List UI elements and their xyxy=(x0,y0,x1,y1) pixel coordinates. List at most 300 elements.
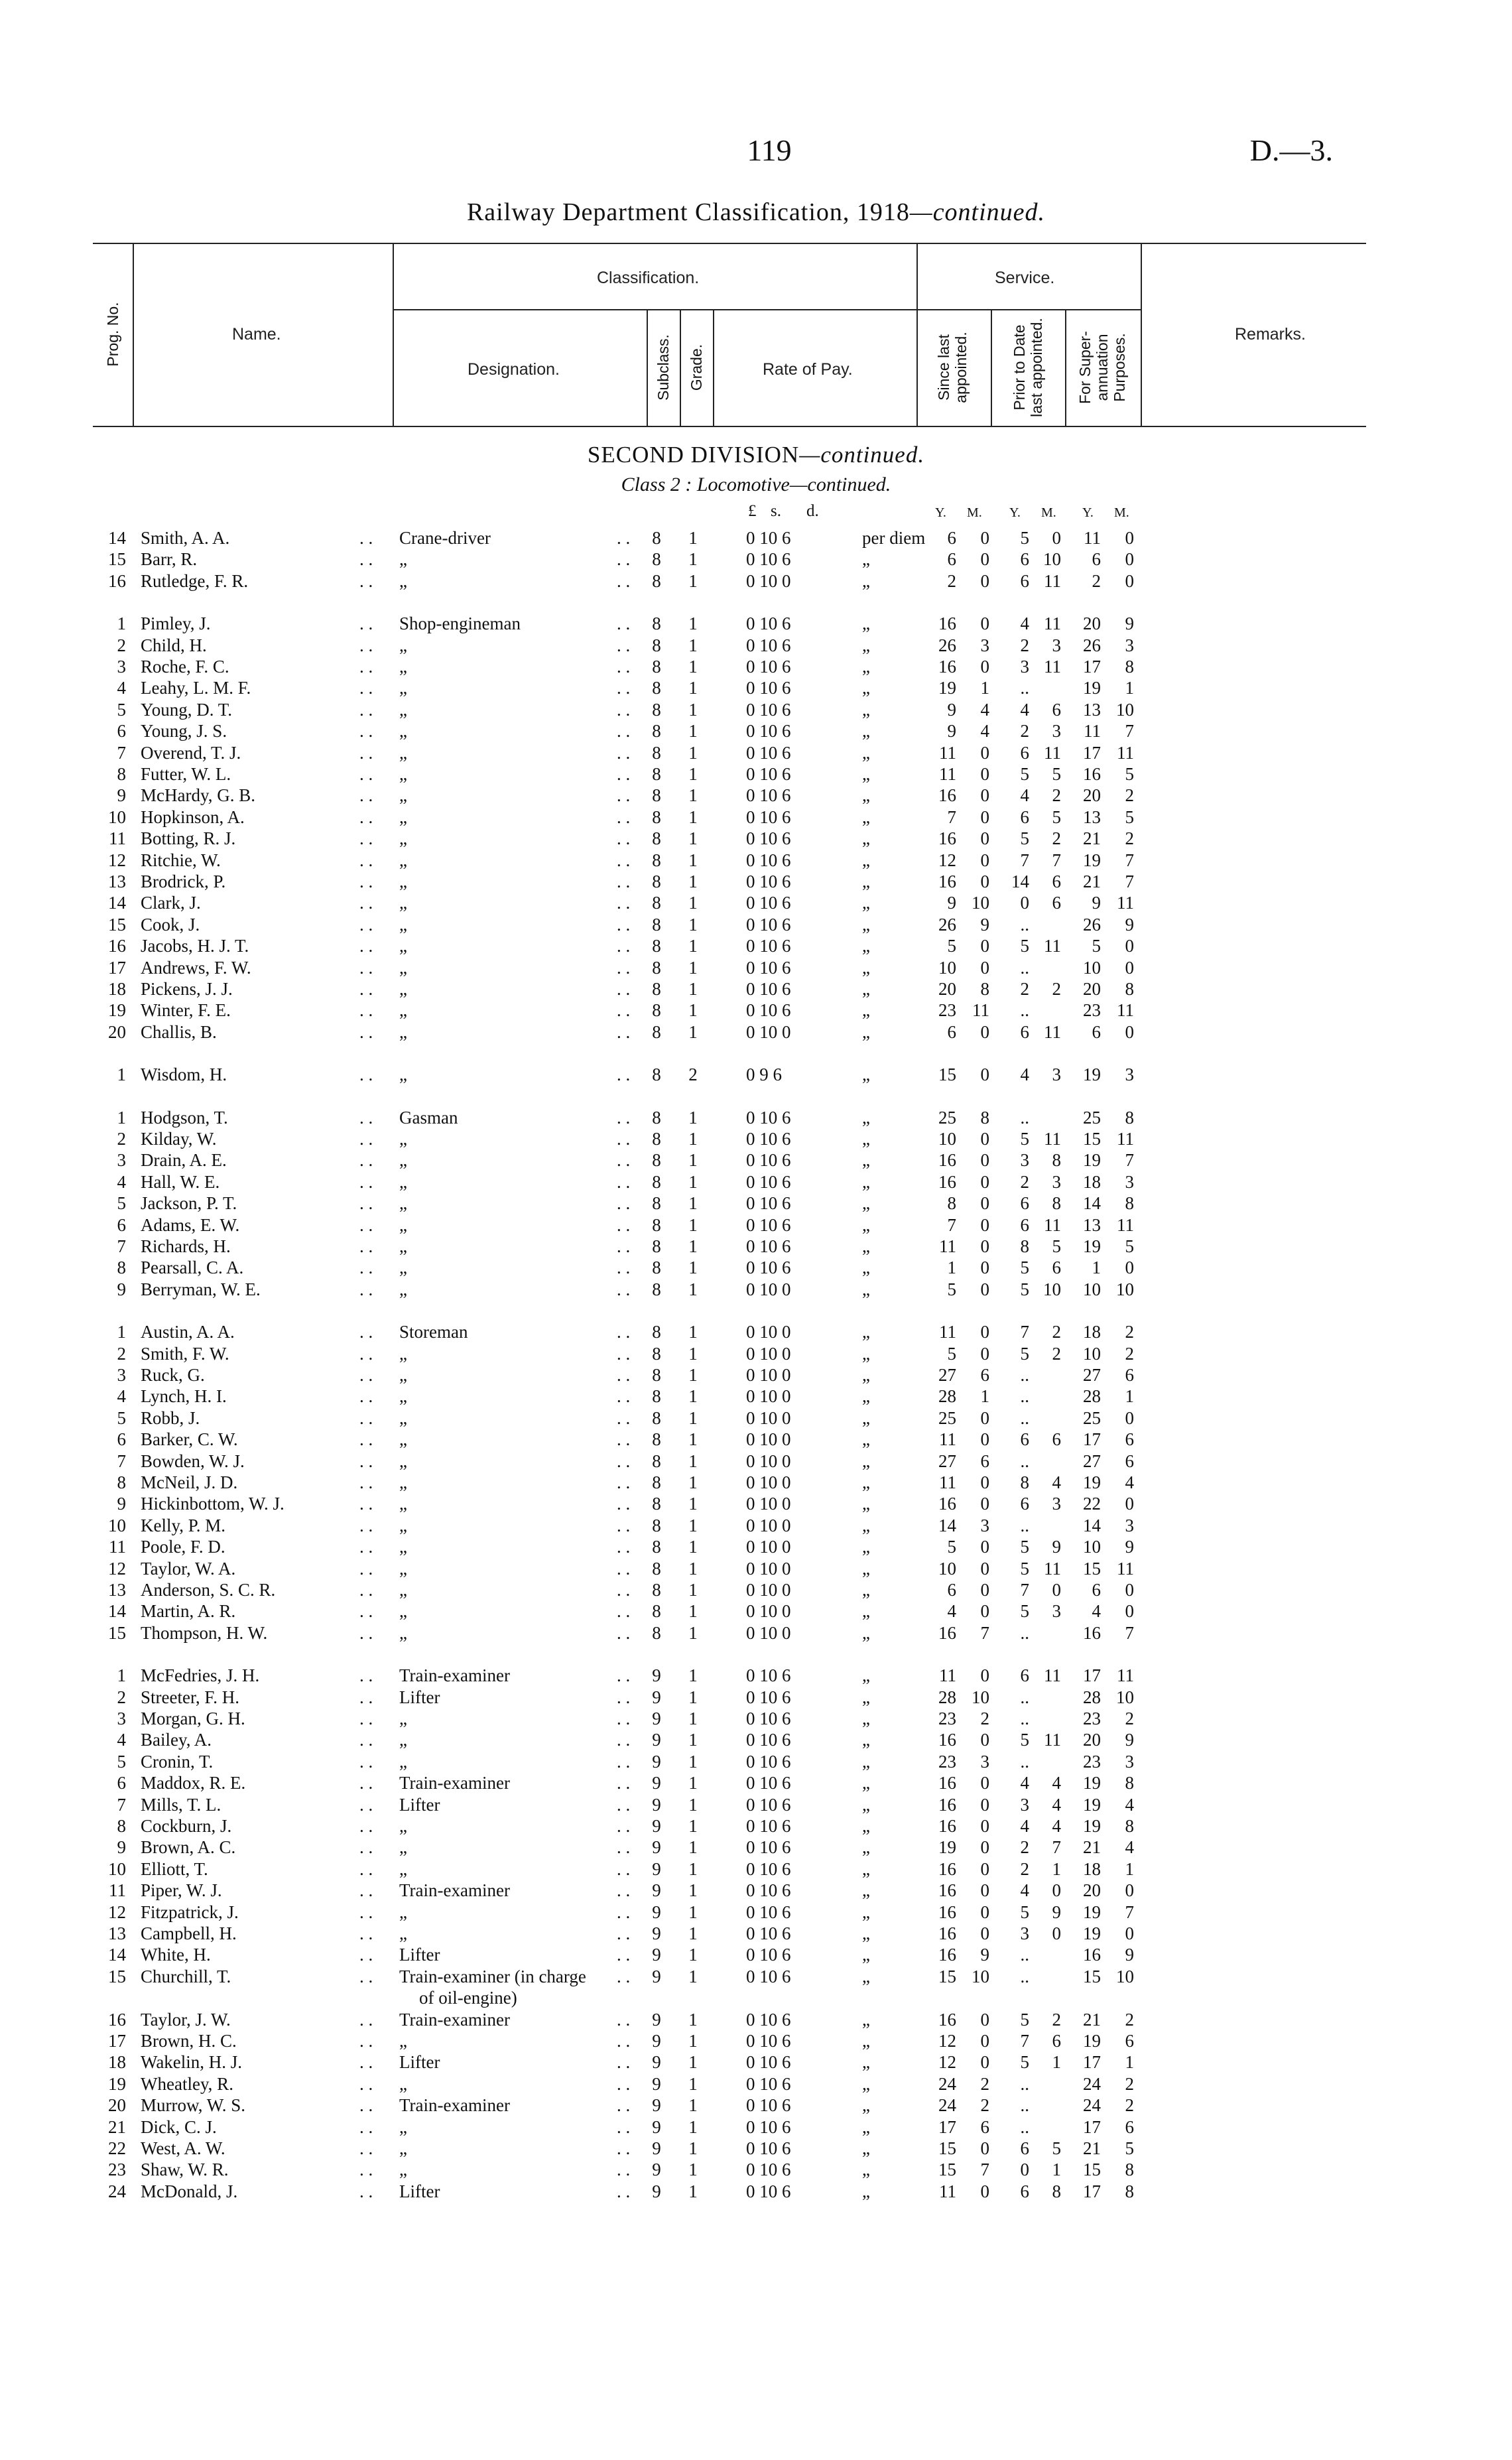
cell-prior-years: .. xyxy=(1020,915,1029,935)
cell-super-years: 24 xyxy=(1083,2074,1101,2094)
cell-rate-of-pay: 0 10 6 xyxy=(746,979,791,999)
cell-super-months: 2 xyxy=(1125,2010,1134,2030)
cell-pay-period: „ xyxy=(862,1000,870,1020)
leader-dots: . . xyxy=(359,571,373,591)
cell-pay-period: „ xyxy=(862,1816,870,1836)
leader-dots: . . xyxy=(359,1386,373,1406)
cell-since-years: 16 xyxy=(938,1150,956,1170)
cell-designation: „ xyxy=(399,1516,407,1535)
cell-since-years: 16 xyxy=(938,1795,956,1815)
cell-prog-no: 2 xyxy=(117,635,126,655)
cell-pay-period: „ xyxy=(862,2052,870,2072)
cell-designation: „ xyxy=(399,828,407,848)
cell-designation: „ xyxy=(399,979,407,999)
cell-name: Lynch, H. I. xyxy=(141,1386,227,1406)
cell-name: Leahy, L. M. F. xyxy=(141,678,251,698)
cell-subclass: 9 xyxy=(652,1880,661,1900)
cell-super-years: 19 xyxy=(1083,1923,1101,1943)
cell-prior-months: 5 xyxy=(1052,1236,1061,1256)
leader-dots: . . xyxy=(359,2095,373,2115)
unit-pounds: £ xyxy=(748,502,757,520)
cell-since-years: 6 xyxy=(947,1580,956,1600)
cell-super-months: 7 xyxy=(1125,1902,1134,1922)
cell-prior-years: 5 xyxy=(1020,1344,1029,1364)
cell-super-months: 8 xyxy=(1125,1773,1134,1793)
leader-dots: . . xyxy=(617,635,631,655)
cell-prog-no: 20 xyxy=(108,1022,126,1042)
cell-since-years: 11 xyxy=(939,1665,956,1685)
cell-grade: 1 xyxy=(688,1172,698,1192)
cell-name: West, A. W. xyxy=(141,2138,225,2158)
leader-dots: . . xyxy=(359,2181,373,2201)
cell-super-years: 20 xyxy=(1083,614,1101,633)
cell-pay-period: „ xyxy=(862,893,870,913)
leader-dots: . . xyxy=(359,1559,373,1579)
cell-name: Barker, C. W. xyxy=(141,1429,238,1449)
cell-super-months: 0 xyxy=(1125,1923,1134,1943)
cell-name: Murrow, W. S. xyxy=(141,2095,246,2115)
cell-rate-of-pay: 0 10 6 xyxy=(746,2160,791,2179)
cell-since-years: 16 xyxy=(938,1494,956,1514)
cell-name: Campbell, H. xyxy=(141,1923,237,1943)
cell-grade: 1 xyxy=(688,1601,698,1621)
leader-dots: . . xyxy=(359,1537,373,1557)
cell-prior-months: 3 xyxy=(1052,635,1061,655)
cell-grade: 1 xyxy=(688,678,698,698)
cell-prior-months: 4 xyxy=(1052,1773,1061,1793)
cell-pay-period: „ xyxy=(862,1601,870,1621)
leader-dots: . . xyxy=(359,936,373,956)
cell-prior-months: 5 xyxy=(1052,2138,1061,2158)
cell-super-years: 15 xyxy=(1083,1559,1101,1579)
cell-prog-no: 21 xyxy=(108,2117,126,2137)
cell-prior-months: 8 xyxy=(1052,1193,1061,1213)
cell-pay-period: „ xyxy=(862,743,870,763)
cell-super-years: 19 xyxy=(1083,678,1101,698)
cell-prior-months: 11 xyxy=(1044,571,1061,591)
cell-name: Young, J. S. xyxy=(141,721,227,741)
cell-name: Cronin, T. xyxy=(141,1752,214,1772)
cell-super-months: 8 xyxy=(1125,979,1134,999)
cell-since-months: 1 xyxy=(980,1386,989,1406)
cell-pay-period: „ xyxy=(862,2031,870,2051)
cell-pay-period: „ xyxy=(862,1709,870,1728)
cell-prior-months: 2 xyxy=(1052,1322,1061,1342)
cell-prog-no: 2 xyxy=(117,1129,126,1149)
cell-prior-years: .. xyxy=(1020,2074,1029,2094)
col-divider xyxy=(991,309,992,426)
cell-grade: 1 xyxy=(688,1752,698,1772)
cell-subclass: 8 xyxy=(652,1451,661,1471)
leader-dots: . . xyxy=(617,1065,631,1084)
cell-super-months: 2 xyxy=(1125,828,1134,848)
cell-since-years: 11 xyxy=(939,1322,956,1342)
col-divider xyxy=(133,243,134,426)
col-divider xyxy=(1141,243,1142,426)
cell-pay-period: „ xyxy=(862,936,870,956)
cell-pay-period: „ xyxy=(862,872,870,891)
cell-since-years: 9 xyxy=(947,893,956,913)
cell-name: Austin, A. A. xyxy=(141,1322,235,1342)
cell-grade: 1 xyxy=(688,1773,698,1793)
cell-name: Overend, T. J. xyxy=(141,743,241,763)
cell-prior-months: 1 xyxy=(1052,2160,1061,2179)
cell-since-years: 11 xyxy=(939,1236,956,1256)
cell-prog-no: 20 xyxy=(108,2095,126,2115)
cell-grade: 1 xyxy=(688,614,698,633)
cell-since-years: 10 xyxy=(938,1559,956,1579)
cell-name: Churchill, T. xyxy=(141,1967,231,1986)
cell-rate-of-pay: 0 10 0 xyxy=(746,1322,791,1342)
leader-dots: . . xyxy=(359,850,373,870)
cell-name: Brodrick, P. xyxy=(141,872,226,891)
cell-super-years: 10 xyxy=(1083,1344,1101,1364)
cell-prior-months: 11 xyxy=(1044,743,1061,763)
cell-prior-years: 5 xyxy=(1020,2052,1029,2072)
cell-rate-of-pay: 0 10 6 xyxy=(746,872,791,891)
cell-designation: „ xyxy=(399,1236,407,1256)
leader-dots: . . xyxy=(359,1108,373,1128)
cell-prog-no: 3 xyxy=(117,1150,126,1170)
cell-pay-period: „ xyxy=(862,635,870,655)
cell-grade: 1 xyxy=(688,807,698,827)
cell-super-months: 10 xyxy=(1116,1967,1134,1986)
cell-super-months: 3 xyxy=(1125,1065,1134,1084)
cell-grade: 1 xyxy=(688,1451,698,1471)
cell-name: Streeter, F. H. xyxy=(141,1687,239,1707)
cell-designation: of oil-engine) xyxy=(419,1988,517,2008)
cell-super-months: 3 xyxy=(1125,1516,1134,1535)
cell-grade: 1 xyxy=(688,764,698,784)
cell-rate-of-pay: 0 10 6 xyxy=(746,2010,791,2030)
cell-prog-no: 3 xyxy=(117,657,126,677)
cell-prior-years: .. xyxy=(1020,1386,1029,1406)
cell-since-months: 10 xyxy=(972,893,989,913)
cell-prior-years: .. xyxy=(1020,1000,1029,1020)
cell-since-years: 26 xyxy=(938,915,956,935)
cell-subclass: 9 xyxy=(652,2010,661,2030)
cell-pay-period: „ xyxy=(862,1065,870,1084)
cell-pay-period: „ xyxy=(862,1429,870,1449)
cell-subclass: 8 xyxy=(652,1215,661,1235)
cell-since-months: 11 xyxy=(972,1000,989,1020)
cell-rate-of-pay: 0 10 6 xyxy=(746,807,791,827)
cell-since-months: 0 xyxy=(980,1559,989,1579)
cell-super-years: 16 xyxy=(1083,764,1101,784)
leader-dots: . . xyxy=(617,1279,631,1299)
cell-name: Berryman, W. E. xyxy=(141,1279,261,1299)
cell-super-months: 3 xyxy=(1125,1172,1134,1192)
leader-dots: . . xyxy=(359,1472,373,1492)
cell-prog-no: 19 xyxy=(108,2074,126,2094)
cell-prior-years: 0 xyxy=(1020,893,1029,913)
cell-super-years: 19 xyxy=(1083,850,1101,870)
cell-super-years: 9 xyxy=(1092,893,1101,913)
cell-prog-no: 15 xyxy=(108,1623,126,1643)
leader-dots: . . xyxy=(617,2052,631,2072)
cell-prog-no: 23 xyxy=(108,2160,126,2179)
cell-rate-of-pay: 0 10 0 xyxy=(746,1279,791,1299)
cell-super-years: 21 xyxy=(1083,2010,1101,2030)
cell-grade: 1 xyxy=(688,2031,698,2051)
cell-subclass: 8 xyxy=(652,1322,661,1342)
cell-prior-years: 5 xyxy=(1020,528,1029,548)
cell-prior-months: 5 xyxy=(1052,807,1061,827)
cell-grade: 1 xyxy=(688,1902,698,1922)
cell-designation: „ xyxy=(399,2138,407,2158)
header-prior-text: Prior to Date last appointed. xyxy=(1011,318,1045,417)
cell-prior-months: 11 xyxy=(1044,1730,1061,1750)
cell-subclass: 8 xyxy=(652,1344,661,1364)
cell-rate-of-pay: 0 10 0 xyxy=(746,1451,791,1471)
cell-prog-no: 7 xyxy=(117,1236,126,1256)
cell-pay-period: „ xyxy=(862,1408,870,1428)
leader-dots: . . xyxy=(359,2010,373,2030)
leader-dots: . . xyxy=(359,528,373,548)
cell-prog-no: 4 xyxy=(117,1730,126,1750)
cell-rate-of-pay: 0 10 6 xyxy=(746,1816,791,1836)
cell-subclass: 8 xyxy=(652,872,661,891)
cell-prior-years: 6 xyxy=(1020,807,1029,827)
cell-since-months: 0 xyxy=(980,872,989,891)
leader-dots: . . xyxy=(359,678,373,698)
cell-subclass: 8 xyxy=(652,1193,661,1213)
cell-grade: 1 xyxy=(688,2181,698,2201)
leader-dots: . . xyxy=(359,1000,373,1020)
cell-since-months: 0 xyxy=(980,2052,989,2072)
cell-designation: „ xyxy=(399,1193,407,1213)
cell-name: Hickinbottom, W. J. xyxy=(141,1494,284,1514)
leader-dots: . . xyxy=(359,1258,373,1277)
cell-pay-period: „ xyxy=(862,979,870,999)
leader-dots: . . xyxy=(617,1730,631,1750)
cell-name: Jacobs, H. J. T. xyxy=(141,936,249,956)
cell-subclass: 8 xyxy=(652,1472,661,1492)
cell-grade: 1 xyxy=(688,571,698,591)
cell-rate-of-pay: 0 10 6 xyxy=(746,893,791,913)
cell-pay-period: „ xyxy=(862,1580,870,1600)
cell-since-months: 4 xyxy=(980,721,989,741)
cell-grade: 1 xyxy=(688,1623,698,1643)
cell-pay-period: „ xyxy=(862,1386,870,1406)
cell-prior-years: 7 xyxy=(1020,1580,1029,1600)
cell-pay-period: „ xyxy=(862,2117,870,2137)
cell-pay-period: „ xyxy=(862,1773,870,1793)
leader-dots: . . xyxy=(359,1687,373,1707)
cell-rate-of-pay: 0 10 6 xyxy=(746,1193,791,1213)
cell-designation: „ xyxy=(399,1559,407,1579)
cell-super-years: 17 xyxy=(1083,2117,1101,2137)
leader-dots: . . xyxy=(617,1795,631,1815)
cell-prior-years: 6 xyxy=(1020,743,1029,763)
cell-since-years: 10 xyxy=(938,958,956,978)
cell-prog-no: 11 xyxy=(109,1537,126,1557)
cell-pay-period: „ xyxy=(862,2160,870,2179)
leader-dots: . . xyxy=(617,958,631,978)
cell-since-years: 16 xyxy=(938,1773,956,1793)
cell-designation: „ xyxy=(399,549,407,569)
cell-grade: 1 xyxy=(688,700,698,720)
cell-since-months: 0 xyxy=(980,1150,989,1170)
cell-prog-no: 16 xyxy=(108,2010,126,2030)
cell-since-years: 10 xyxy=(938,1129,956,1149)
cell-name: Hall, W. E. xyxy=(141,1172,220,1192)
cell-grade: 1 xyxy=(688,1494,698,1514)
cell-subclass: 9 xyxy=(652,1687,661,1707)
cell-rate-of-pay: 0 10 6 xyxy=(746,2181,791,2201)
cell-since-months: 0 xyxy=(980,1494,989,1514)
cell-pay-period: „ xyxy=(862,1752,870,1772)
cell-subclass: 9 xyxy=(652,1967,661,1986)
cell-subclass: 8 xyxy=(652,1236,661,1256)
cell-since-years: 5 xyxy=(947,1279,956,1299)
cell-since-months: 0 xyxy=(980,1665,989,1685)
cell-prior-months: 6 xyxy=(1052,872,1061,891)
cell-prog-no: 10 xyxy=(108,807,126,827)
cell-designation: „ xyxy=(399,785,407,805)
cell-name: Bowden, W. J. xyxy=(141,1451,245,1471)
cell-rate-of-pay: 0 10 0 xyxy=(746,1022,791,1042)
cell-designation: „ xyxy=(399,743,407,763)
cell-prior-years: 4 xyxy=(1020,614,1029,633)
cell-since-years: 23 xyxy=(938,1000,956,1020)
leader-dots: . . xyxy=(359,1150,373,1170)
cell-super-years: 17 xyxy=(1083,2052,1101,2072)
cell-since-years: 16 xyxy=(938,872,956,891)
cell-super-years: 19 xyxy=(1083,1236,1101,1256)
leader-dots: . . xyxy=(359,1816,373,1836)
cell-name: Wheatley, R. xyxy=(141,2074,233,2094)
cell-prior-years: 4 xyxy=(1020,1880,1029,1900)
cell-subclass: 8 xyxy=(652,1065,661,1084)
cell-name: White, H. xyxy=(141,1945,211,1965)
cell-pay-period: „ xyxy=(862,1322,870,1342)
leader-dots: . . xyxy=(617,1258,631,1277)
cell-since-years: 25 xyxy=(938,1408,956,1428)
unit-y3: Y. xyxy=(1082,505,1094,520)
cell-rate-of-pay: 0 10 0 xyxy=(746,1537,791,1557)
leader-dots: . . xyxy=(617,1472,631,1492)
cell-name: Taylor, J. W. xyxy=(141,2010,231,2030)
cell-since-months: 0 xyxy=(980,2010,989,2030)
cell-prior-years: 2 xyxy=(1020,1859,1029,1879)
cell-grade: 1 xyxy=(688,657,698,677)
cell-super-years: 16 xyxy=(1083,1623,1101,1643)
cell-prior-years: 3 xyxy=(1020,1795,1029,1815)
cell-super-months: 2 xyxy=(1125,2095,1134,2115)
cell-subclass: 9 xyxy=(652,1665,661,1685)
cell-subclass: 8 xyxy=(652,635,661,655)
cell-since-years: 17 xyxy=(938,2117,956,2137)
cell-designation: „ xyxy=(399,850,407,870)
cell-super-years: 5 xyxy=(1092,936,1101,956)
cell-rate-of-pay: 0 10 0 xyxy=(746,1494,791,1514)
cell-super-months: 8 xyxy=(1125,1816,1134,1836)
cell-prog-no: 22 xyxy=(108,2138,126,2158)
cell-prior-years: .. xyxy=(1020,958,1029,978)
cell-subclass: 8 xyxy=(652,743,661,763)
leader-dots: . . xyxy=(617,1665,631,1685)
cell-super-months: 1 xyxy=(1125,678,1134,698)
cell-prior-months: 7 xyxy=(1052,850,1061,870)
leader-dots: . . xyxy=(617,2074,631,2094)
unit-shillings: s. xyxy=(771,502,781,520)
cell-grade: 1 xyxy=(688,1000,698,1020)
cell-since-years: 19 xyxy=(938,1837,956,1857)
cell-super-years: 1 xyxy=(1092,1258,1101,1277)
cell-since-years: 16 xyxy=(938,1816,956,1836)
service-rule xyxy=(916,309,1141,310)
cell-prior-years: 5 xyxy=(1020,1902,1029,1922)
cell-since-years: 11 xyxy=(939,2181,956,2201)
classification-rule xyxy=(393,309,916,310)
cell-since-months: 0 xyxy=(980,764,989,784)
cell-grade: 1 xyxy=(688,1408,698,1428)
cell-pay-period: „ xyxy=(862,828,870,848)
leader-dots: . . xyxy=(617,1386,631,1406)
cell-since-years: 15 xyxy=(938,2138,956,2158)
cell-rate-of-pay: 0 10 6 xyxy=(746,1880,791,1900)
cell-rate-of-pay: 0 10 6 xyxy=(746,1967,791,1986)
cell-rate-of-pay: 0 10 6 xyxy=(746,1000,791,1020)
cell-rate-of-pay: 0 10 6 xyxy=(746,828,791,848)
cell-prior-months: 0 xyxy=(1052,1880,1061,1900)
cell-prog-no: 16 xyxy=(108,936,126,956)
header-since-last xyxy=(935,324,970,411)
cell-grade: 1 xyxy=(688,1967,698,1986)
cell-designation: „ xyxy=(399,1279,407,1299)
cell-designation: „ xyxy=(399,872,407,891)
cell-rate-of-pay: 0 10 0 xyxy=(746,1408,791,1428)
cell-designation: „ xyxy=(399,807,407,827)
leader-dots: . . xyxy=(617,1172,631,1192)
cell-since-months: 2 xyxy=(980,2074,989,2094)
cell-since-months: 0 xyxy=(980,1816,989,1836)
cell-rate-of-pay: 0 10 6 xyxy=(746,657,791,677)
cell-since-months: 0 xyxy=(980,1795,989,1815)
cell-rate-of-pay: 0 10 6 xyxy=(746,1665,791,1685)
cell-super-years: 18 xyxy=(1083,1859,1101,1879)
leader-dots: . . xyxy=(617,1859,631,1879)
cell-pay-period: „ xyxy=(862,1687,870,1707)
cell-designation: „ xyxy=(399,1816,407,1836)
cell-subclass: 8 xyxy=(652,721,661,741)
cell-super-months: 0 xyxy=(1125,958,1134,978)
cell-prog-no: 14 xyxy=(108,893,126,913)
cell-prog-no: 9 xyxy=(117,785,126,805)
cell-prog-no: 10 xyxy=(108,1859,126,1879)
cell-super-months: 7 xyxy=(1125,1150,1134,1170)
cell-subclass: 9 xyxy=(652,1859,661,1879)
cell-subclass: 9 xyxy=(652,1730,661,1750)
cell-rate-of-pay: 0 10 0 xyxy=(746,1580,791,1600)
cell-prog-no: 8 xyxy=(117,1816,126,1836)
cell-rate-of-pay: 0 10 6 xyxy=(746,678,791,698)
cell-since-years: 16 xyxy=(938,1623,956,1643)
cell-since-years: 20 xyxy=(938,979,956,999)
cell-subclass: 8 xyxy=(652,549,661,569)
cell-name: Thompson, H. W. xyxy=(141,1623,268,1643)
cell-name: Child, H. xyxy=(141,635,207,655)
cell-prior-months: 0 xyxy=(1052,1580,1061,1600)
cell-rate-of-pay: 0 10 6 xyxy=(746,1236,791,1256)
col-divider xyxy=(916,243,918,426)
cell-prior-months: 2 xyxy=(1052,828,1061,848)
cell-designation: „ xyxy=(399,657,407,677)
cell-super-years: 19 xyxy=(1083,1065,1101,1084)
cell-prog-no: 1 xyxy=(117,1108,126,1128)
leader-dots: . . xyxy=(617,721,631,741)
